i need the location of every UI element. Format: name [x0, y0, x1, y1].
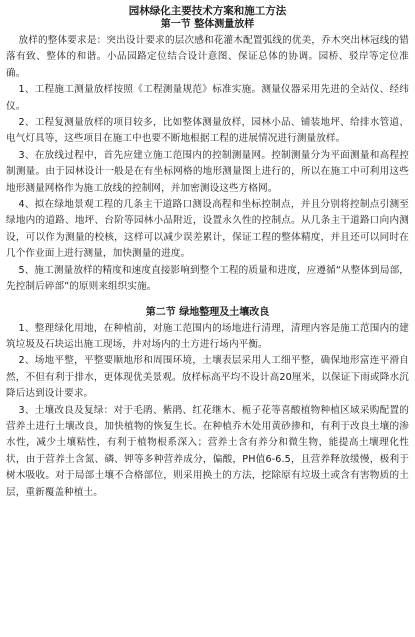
section-1-paragraph: 4、拟在绿地景观工程的几条主干道路口测设高程和坐标控制点，并且分别将控制点引测至绿地内的道路、地坪、台阶等园林小品附近，设置永久性的控制点。从几条主干道路口向内测设，可以作为测量的校核，这样可以减少误差累计，保证工程的整体精度，并且还可以同时在几个作业面上进行测量，加快测量的进度。 — [6, 199, 409, 260]
section-1-paragraph: 5、施工测量放样的精度和速度直接影响到整个工程的质量和进度，应遵循“从整体到局部，先控制后碎部”的原则来组织实施。 — [6, 264, 409, 293]
section-2-paragraph: 1、整理绿化用地，在种植前，对施工范围内的场地进行清理，清理内容是施工范围内的建筑垃圾及石块运出施工现场，并对场内的土方进行场内平衡。 — [6, 322, 409, 350]
section-2 — [6, 306, 409, 501]
section-1-paragraph: 放样的整体要求是：突出设计要求的层次感和花灌木配置弧线的优美，乔木突出林冠线的错落有致、整体的和谐。小品园路定位结合设计意图、保证总体的协调。园桥、驳岸等定位准确。 — [6, 35, 409, 79]
section-2-title: 第二节 绿地整理及土壤改良 — [145, 306, 270, 318]
section-1-paragraph: 3、在放线过程中，首先应建立施工范围内的控制测量网。控制测量分为平面测量和高程控制测量。由于园林设计一般是在有坐标网格的地形测量图上进行的，所以在施工中可利用这些地形测量网格作为施工放线的控制网，并加密测设这些方格网。 — [6, 149, 409, 194]
document-title: 园林绿化主要技术方案和施工方法 — [128, 5, 287, 17]
section-2-paragraph: 3、土壤改良及复绿：对于毛鹃、紫鹃、红花继木、栀子花等喜酸植物种植区域采购配置的营养土进行土壤改良，加快植物的恢复生长。在种植乔木处用黄砂掺和，有利于改良土壤的渗水性，减少土壤粘性，有利于植物根系深入；营养土含有养分和微生物，能提高土壤理化性状，由于营养土含氮、磷、钾等多种营养成分，偏酸，PH值6-6.5，且营养释放缓慢，极利于树木吸收。对于局部土壤不合格部位，则采用换土的方法，挖除原有垃圾土或含有害物质的土层，重新覆盖种植土。 — [6, 404, 409, 498]
section-1-paragraph: 2、工程复测量放样的项目较多，比如整体测量放样，园林小品、铺装地坪、给排水管道、电气灯具等，这些项目在施工中也要不断地根据工程的进展情况进行测量放样。 — [6, 117, 409, 145]
section-1-paragraph: 1、工程施工测量放样按照《工程测量规范》标准实施。测量仪器采用先进的全站仪、经纬仪。 — [6, 84, 409, 112]
section-2-paragraph: 2、场地平整，平整要顺地形和周围环境，土壤表层采用人工细平整，确保地形富连平滑自然，不但有利于排水，更体现优美景观。放样标高平均不设计高20厘米，以保证下雨或降水沉降后达到设计要求。 — [6, 355, 409, 400]
section-1-title: 第一节 整体测量放样 — [160, 19, 255, 30]
section-1 — [6, 18, 409, 296]
